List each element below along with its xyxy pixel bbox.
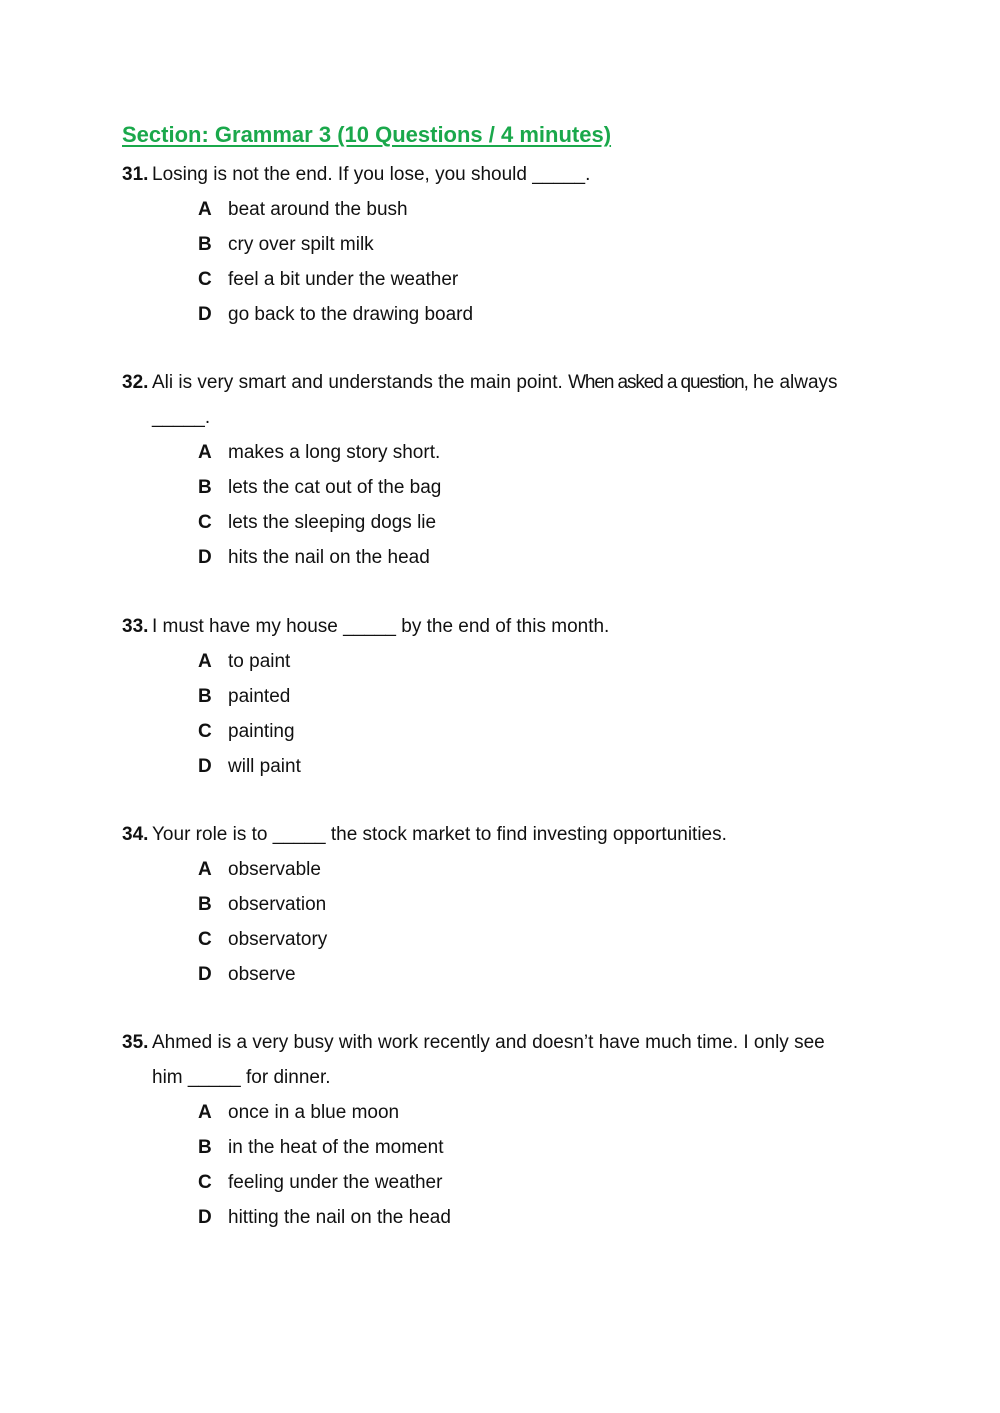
question-blank: _____. <box>152 407 211 428</box>
option-letter: D <box>198 964 212 985</box>
option-letter: B <box>198 894 212 915</box>
question-stem <box>122 609 882 644</box>
option-b[interactable] <box>122 679 882 714</box>
question-35 <box>122 1025 882 1235</box>
option-text: in the heat of the moment <box>228 1137 444 1158</box>
option-text: feel a bit under the weather <box>228 269 459 290</box>
option-letter: D <box>198 547 212 568</box>
option-text: lets the sleeping dogs lie <box>228 512 437 533</box>
option-text: makes a long story short. <box>228 442 441 463</box>
option-letter: C <box>198 1172 212 1193</box>
question-text: Ali is very smart and understands the main point. <box>152 372 563 393</box>
option-letter: A <box>198 199 212 220</box>
option-c[interactable] <box>122 262 882 297</box>
option-c[interactable] <box>122 505 882 540</box>
question-text: Losing is not the end. If you lose, you should _____. <box>152 164 591 185</box>
question-number: 35. <box>122 1032 149 1053</box>
option-b[interactable] <box>122 470 882 505</box>
question-text: I must have my house _____ by the end of this month. <box>152 616 610 637</box>
question-34 <box>122 817 882 992</box>
option-letter: B <box>198 477 212 498</box>
option-letter: B <box>198 234 212 255</box>
option-letter: D <box>198 1207 212 1228</box>
option-text: beat around the bush <box>228 199 408 220</box>
question-number: 31. <box>122 164 149 185</box>
answer-options <box>122 1095 882 1235</box>
option-d[interactable] <box>122 749 882 784</box>
question-stem <box>122 365 882 435</box>
option-text: to paint <box>228 651 291 672</box>
option-letter: C <box>198 929 212 950</box>
option-a[interactable] <box>122 852 882 887</box>
option-text: painting <box>228 721 295 742</box>
option-d[interactable] <box>122 297 882 332</box>
option-letter: D <box>198 756 212 777</box>
question-text: he always <box>753 372 838 393</box>
option-b[interactable] <box>122 1130 882 1165</box>
option-c[interactable] <box>122 1165 882 1200</box>
option-text: once in a blue moon <box>228 1102 400 1123</box>
question-32 <box>122 365 882 575</box>
question-stem <box>122 817 882 852</box>
option-letter: A <box>198 859 212 880</box>
question-31 <box>122 157 882 332</box>
option-text: cry over spilt milk <box>228 234 374 255</box>
question-text-condensed: When asked a question, <box>568 372 748 393</box>
option-text: go back to the drawing board <box>228 304 474 325</box>
option-letter: B <box>198 1137 212 1158</box>
option-b[interactable] <box>122 227 882 262</box>
option-text: feeling under the weather <box>228 1172 443 1193</box>
option-letter: C <box>198 269 212 290</box>
option-c[interactable] <box>122 922 882 957</box>
option-text: hitting the nail on the head <box>228 1207 451 1228</box>
option-text: observation <box>228 894 327 915</box>
question-text: Your role is to _____ the stock market to find investing opportunities. <box>152 824 727 845</box>
question-number: 32. <box>122 372 149 393</box>
option-text: painted <box>228 686 291 707</box>
answer-options <box>122 192 882 332</box>
question-stem <box>122 1025 882 1095</box>
option-d[interactable] <box>122 957 882 992</box>
option-a[interactable] <box>122 192 882 227</box>
question-33 <box>122 609 882 784</box>
option-a[interactable] <box>122 1095 882 1130</box>
option-a[interactable] <box>122 435 882 470</box>
question-number: 33. <box>122 616 149 637</box>
question-number: 34. <box>122 824 149 845</box>
section-title: Section: Grammar 3 (10 Questions / 4 minutes) <box>122 122 612 147</box>
option-d[interactable] <box>122 1200 882 1235</box>
option-letter: A <box>198 651 212 672</box>
option-text: will paint <box>228 756 301 777</box>
option-letter: C <box>198 721 212 742</box>
option-a[interactable] <box>122 644 882 679</box>
answer-options <box>122 435 882 575</box>
option-c[interactable] <box>122 714 882 749</box>
answer-options <box>122 852 882 992</box>
option-d[interactable] <box>122 540 882 575</box>
option-text: observable <box>228 859 321 880</box>
option-text: lets the cat out of the bag <box>228 477 442 498</box>
answer-options <box>122 644 882 784</box>
option-text: observe <box>228 964 296 985</box>
option-letter: A <box>198 1102 212 1123</box>
option-letter: D <box>198 304 212 325</box>
question-text-line-2: him _____ for dinner. <box>152 1067 331 1088</box>
option-b[interactable] <box>122 887 882 922</box>
question-text-line-1: Ahmed is a very busy with work recently and doesn’t have much time. I only see <box>152 1032 825 1053</box>
option-letter: A <box>198 442 212 463</box>
option-text: observatory <box>228 929 328 950</box>
option-text: hits the nail on the head <box>228 547 430 568</box>
question-stem <box>122 157 882 192</box>
option-letter: B <box>198 686 212 707</box>
option-letter: C <box>198 512 212 533</box>
